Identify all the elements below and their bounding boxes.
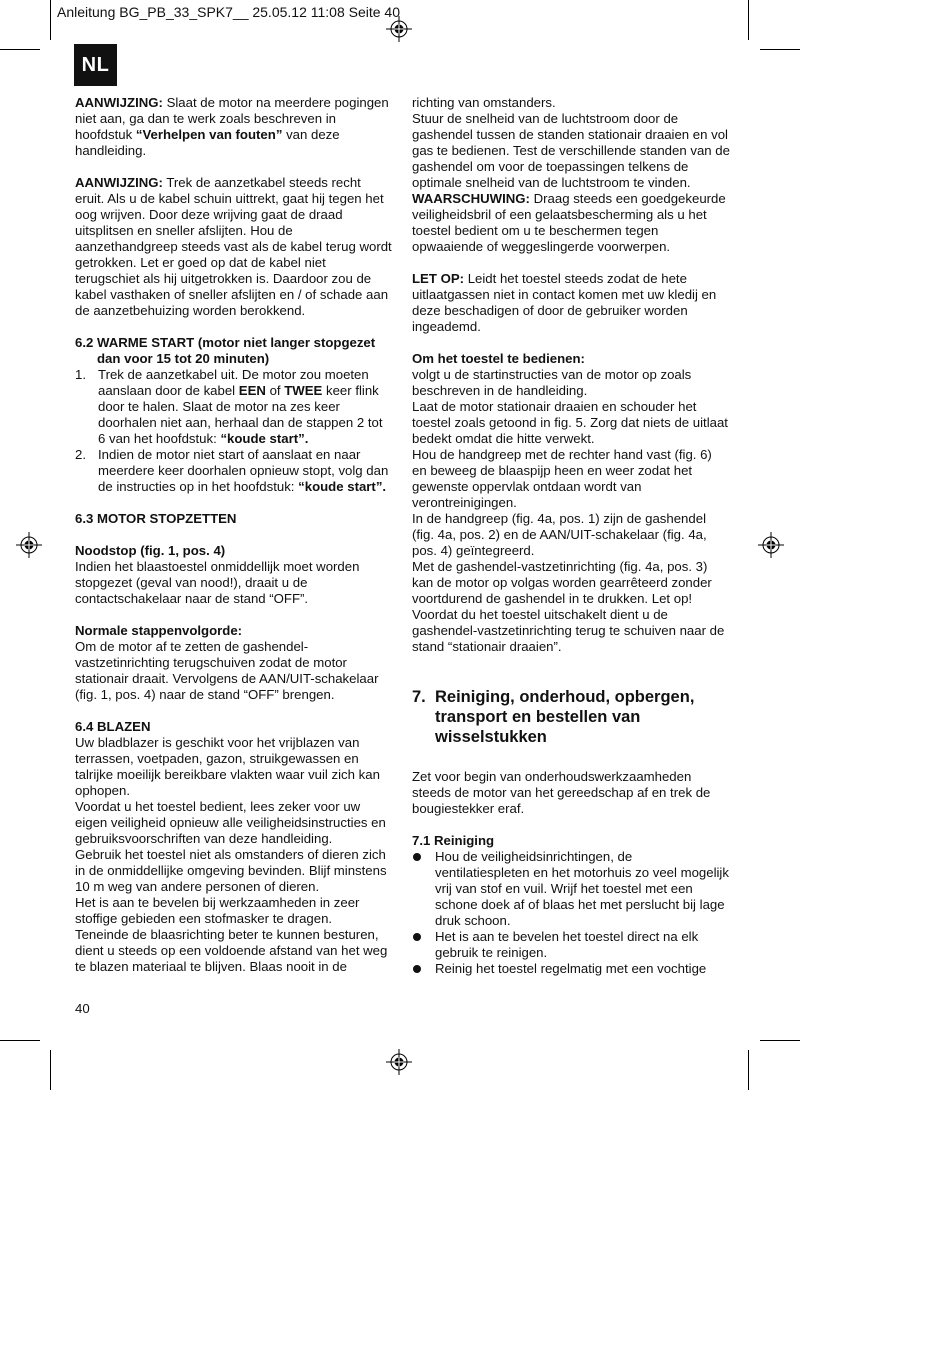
note-paragraph (75, 175, 393, 319)
paragraph: Stuur de snelheid van de luchtstroom door de gashendel tussen de standen stationair draaien en vol gas te bedienen. Test de verschillende standen van de gashendel om voor de toepassingen telkens de optimale snelheid van de luchtstroom te vinden. (412, 111, 730, 190)
paragraph: Gebruik het toestel niet als omstanders of dieren zich in de onmiddellijke omgeving bevinden. Blijf minstens 10 m weg van andere personen of dieren. (75, 847, 387, 894)
paragraph: volgt u de startinstructies van de motor op zoals beschreven in de handleiding. (412, 367, 692, 398)
chapter-number: 7. (412, 688, 426, 706)
note-text: Trek de aanzetkabel steeds recht eruit. Als u de kabel schuin uittrekt, gaat hij tegen het oog wrijven. Door deze wrijving gaat de draad uitsplitsen en sneller afslijten. Hou de aanzethandgreep steeds vast als de kabel terug wordt getrokken. Let er goed op dat de kabel niet terugschiet als hij uitgetrokken is. Daardoor zou de kabel vasthaken of sneller afslijten en / of schade aan de aanzetbehuizing worden berokkend. (75, 175, 392, 318)
paragraph: Met de gashendel-vastzetinrichting (fig. 4a, pos. 3) kan de motor op volgas worden gearrêteerd zonder voortdurend de gashendel in te drukken. Let op! Voordat du het toestel uitschakelt dient u de gashendel-vastzetinrichting terug te schuiven naar de stand “stationair draaien”. (412, 559, 725, 654)
subheading-normaal: Normale stappenvolgorde: (75, 623, 243, 638)
chapter-reference: “Verhelpen van fouten” (135, 127, 283, 142)
caution-text: Leidt het toestel steeds zodat de hete uitlaatgassen niet in contact komen met uw kledij en deze beschadigen of door de gebruiker worden ingeademd. (412, 271, 717, 334)
paragraph: Indien het blaastoestel onmiddellijk moet worden stopgezet (geval van nood!), draait u de contactschakelaar naar de stand “OFF”. (75, 559, 360, 606)
crop-mark-left-bottom (50, 1050, 51, 1090)
page-number: 40 (75, 1001, 90, 1016)
crop-mark-left-top-h (0, 49, 40, 50)
warning-text: Draag steeds een goedgekeurde veiligheidsbril of een gelaatsbescherming als u het toestel bedient om u te beschermen tegen opwaaiende of weggeslingerde voorwerpen. (412, 191, 726, 254)
bullet-icon (413, 853, 421, 861)
print-info-line: Anleitung BG_PB_33_SPK7__ 25.05.12 11:08 Seite 40 (57, 4, 401, 20)
crop-mark-right-top-h (760, 49, 800, 50)
caution-paragraph (412, 271, 730, 335)
crop-mark-right-bottom (748, 1050, 749, 1090)
warning-paragraph (412, 191, 730, 255)
right-column (412, 95, 730, 977)
paragraph: Om de motor af te zetten de gashendel-vastzetinrichting terugschuiven zodat de motor stationair draait. Vervolgens de AAN/UIT-schakelaar (fig. 1, pos. 4) naar de stand “OFF” brengen. (75, 639, 379, 702)
list-text: of (265, 383, 285, 398)
section-heading-6-3: 6.3 MOTOR STOPZETTEN (75, 511, 237, 526)
bullet-text: Hou de veiligheidsinrichtingen, de ventilatiespleten en het motorhuis zo veel mogelijk vrij van stof en vuil. Wrijf het toestel met een schone doek af of blaas het met perslucht bij lage druk schoon. (435, 849, 729, 928)
bullet-item (412, 961, 730, 977)
bullet-text: Reinig het toestel regelmatig met een vochtige (435, 961, 707, 976)
paragraph: richting van omstanders. (412, 95, 556, 110)
paragraph: Voordat u het toestel bedient, lees zeker voor uw eigen veiligheid opnieuw alle veiligheidsinstructies en gebruiksvoorschriften van deze handleiding. (75, 799, 386, 846)
emphasis: TWEE (284, 383, 323, 398)
left-column (75, 95, 393, 975)
chapter-title: Reiniging, onderhoud, opbergen, transport en bestellen van wisselstukken (435, 688, 695, 746)
paragraph: In de handgreep (fig. 4a, pos. 1) zijn de gashendel (fig. 4a, pos. 2) en de AAN/UIT-schakelaar (fig. 4a, pos. 4) geïntegreerd. (412, 511, 707, 558)
list-number: 2. (75, 447, 86, 462)
chapter-heading-7 (412, 687, 730, 747)
list-item (75, 447, 393, 495)
language-badge: NL (74, 44, 117, 86)
chapter-reference: “koude start”. (298, 479, 387, 494)
paragraph: Uw bladblazer is geschikt voor het vrijblazen van terrassen, voetpaden, gazon, struikgewassen en talrijke moeilijk bereikbare vlakten waar vuil zich kan ophopen. (75, 735, 380, 798)
paragraph: Het is aan te bevelen bij werkzaamheden in zeer stoffige gebieden een stofmasker te dragen. (75, 895, 360, 926)
list-item (75, 367, 393, 447)
caution-label: LET OP: (412, 271, 465, 286)
section-heading-6-2 (75, 335, 393, 367)
crop-mark-right-bottom-h (760, 1040, 800, 1041)
section-title-cont: dan voor 15 tot 20 minuten) (97, 351, 270, 366)
subheading-noodstop: Noodstop (fig. 1, pos. 4) (75, 543, 226, 558)
paragraph: Hou de handgreep met de rechter hand vast (fig. 6) en beweeg de blaaspijp heen en weer zodat het gewenste oppervlak ontdaan wordt van verontreinigingen. (412, 447, 712, 510)
list-number: 1. (75, 367, 86, 382)
note-label: AANWIJZING: (75, 95, 163, 110)
note-text: van deze handleiding. (75, 127, 340, 158)
chapter-reference: “koude start”. (220, 431, 309, 446)
bullet-icon (413, 933, 421, 941)
note-label: AANWIJZING: (75, 175, 163, 190)
section-heading-6-4: 6.4 BLAZEN (75, 719, 151, 734)
paragraph: Teneinde de blaasrichting beter te kunnen besturen, dient u steeds op een voldoende afstand van het weg te blazen materiaal te blijven. Blaas nooit in de (75, 927, 388, 974)
registration-mark-icon (386, 1049, 412, 1075)
bullet-icon (413, 965, 421, 973)
section-heading-7-1: 7.1 Reiniging (412, 833, 495, 848)
section-number: 6.2 (75, 335, 94, 350)
note-text: Slaat de motor na meerdere pogingen niet aan, ga dan te werk zoals beschreven in hoofdstuk (75, 95, 389, 142)
paragraph: Laat de motor stationair draaien en schouder het toestel zoals getoond in fig. 5. Zorg dat niets de uitlaat bedekt omdat die hitte verwekt. (412, 399, 728, 446)
section-title: WARME START (motor niet langer stopgezet (97, 335, 376, 350)
list-text: Indien de motor niet start of aanslaat en naar meerdere keer doorhalen opnieuw stopt, volg dan de instructies op in het hoofdstuk: (98, 447, 389, 494)
crop-mark-right-top (748, 0, 749, 40)
emphasis: EEN (238, 383, 266, 398)
crop-mark-left-top (50, 0, 51, 40)
subheading-bedienen: Om het toestel te bedienen: (412, 351, 585, 366)
bullet-item (412, 929, 730, 961)
crop-mark-left-bottom-h (0, 1040, 40, 1041)
registration-mark-icon (386, 16, 412, 42)
registration-mark-icon (758, 532, 784, 558)
bullet-item (412, 849, 730, 929)
list-text: keer flink door te halen. Slaat de motor na zes keer doorhalen niet aan, herhaal dan de stappen 2 tot 6 van het hoofdstuk: (98, 383, 383, 446)
warning-label: WAARSCHUWING: (412, 191, 530, 206)
registration-mark-icon (16, 532, 42, 558)
note-paragraph (75, 95, 393, 159)
list-text: Trek de aanzetkabel uit. De motor zou moeten aanslaan door de kabel (98, 367, 369, 398)
paragraph: Zet voor begin van onderhoudswerkzaamheden steeds de motor van het gereedschap af en trek de bougiestekker eraf. (412, 769, 711, 816)
bullet-text: Het is aan te bevelen het toestel direct na elk gebruik te reinigen. (435, 929, 699, 960)
